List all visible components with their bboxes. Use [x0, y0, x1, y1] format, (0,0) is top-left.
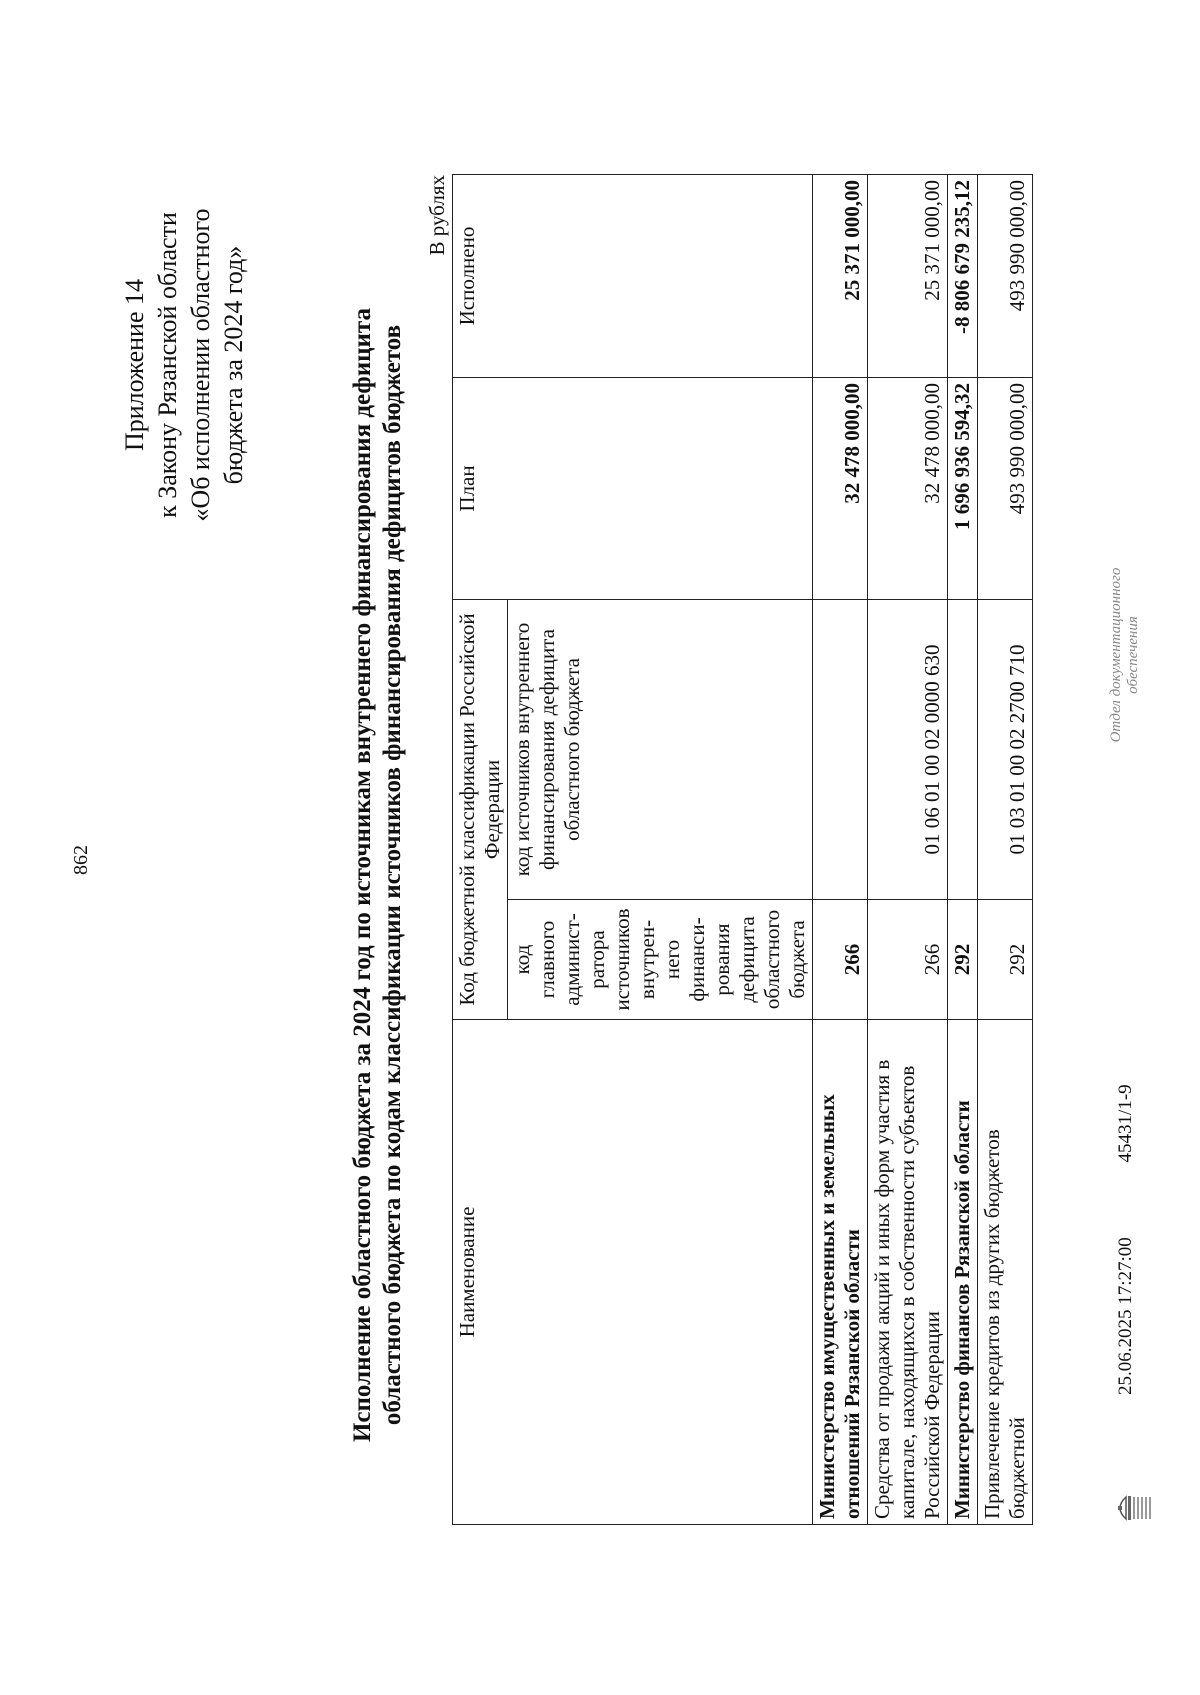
row-source-code — [948, 600, 978, 900]
row-executed: 25 371 000,00 — [813, 175, 868, 378]
row-admin-code: 266 — [868, 900, 948, 1020]
header-code-group: Код бюджетной классификации Российской Федерации — [453, 600, 508, 1020]
row-plan: 493 990 000,00 — [978, 378, 1033, 600]
row-admin-code: 292 — [948, 900, 978, 1020]
department-stamp — [1108, 545, 1142, 765]
table-row — [813, 175, 868, 1525]
document-title — [348, 135, 408, 1615]
stamp-line-2: обеспечения — [1125, 616, 1141, 694]
row-source-code: 01 06 01 00 02 0000 630 — [868, 600, 948, 900]
footer-doc-id: 45431/1-9 — [1115, 1084, 1136, 1163]
row-executed: 25 371 000,00 — [868, 175, 948, 378]
header-name: Наименование — [453, 1020, 813, 1525]
units-label: В рублях — [425, 175, 449, 256]
table-row — [868, 175, 948, 1525]
appendix-line-1: Приложение 14 — [120, 278, 149, 452]
row-plan: 32 478 000,00 — [813, 378, 868, 600]
appendix-line-3: «Об исполнении областного — [186, 208, 215, 522]
header-admin-code: код главного админист-ратора источников внутрен-него финанси-рования дефицита областного бюджета — [508, 900, 813, 1020]
row-executed: -8 806 679 235,12 — [948, 175, 978, 378]
sources-table — [452, 175, 1033, 1525]
table-row — [948, 175, 978, 1525]
page-number: 862 — [70, 845, 92, 875]
row-admin-code: 292 — [978, 900, 1033, 1020]
title-line-2: областного бюджета по кодам классификации источников финансирования дефицитов бюджетов — [379, 324, 406, 1426]
appendix-line-2: к Закону Рязанской области — [153, 212, 182, 518]
header-source-code: код источников внутреннего финансирования дефицита областного бюджета — [508, 600, 813, 900]
row-admin-code: 266 — [813, 900, 868, 1020]
table-row — [978, 175, 1033, 1525]
row-name: Министерство имущественных и земельных отношений Рязанской области — [813, 1020, 868, 1525]
row-plan: 1 696 936 594,32 — [948, 378, 978, 600]
row-name: Министерство финансов Рязанской области — [948, 1020, 978, 1525]
footer-timestamp: 25.06.2025 17:27:00 — [1115, 1237, 1136, 1395]
appendix-header — [118, 125, 250, 605]
title-line-1: Исполнение областного бюджета за 2024 год по источникам внутреннего финансирования дефицита — [349, 307, 376, 1443]
stamp-line-1: Отдел документационного — [1108, 567, 1124, 743]
coat-of-arms-icon — [1112, 1491, 1156, 1525]
appendix-line-4: бюджета за 2024 год» — [219, 245, 248, 485]
row-name: Привлечение кредитов из других бюджетов бюджетной — [978, 1020, 1033, 1525]
row-executed: 493 990 000,00 — [978, 175, 1033, 378]
header-executed: Исполнено — [453, 175, 813, 378]
row-name: Средства от продажи акций и иных форм участия в капитале, находящихся в собственности субъектов Российской Федерации — [868, 1020, 948, 1525]
row-source-code: 01 03 01 00 02 2700 710 — [978, 600, 1033, 900]
row-plan: 32 478 000,00 — [868, 378, 948, 600]
row-source-code — [813, 600, 868, 900]
footer-meta — [1115, 1014, 1137, 1395]
header-plan: План — [453, 378, 813, 600]
